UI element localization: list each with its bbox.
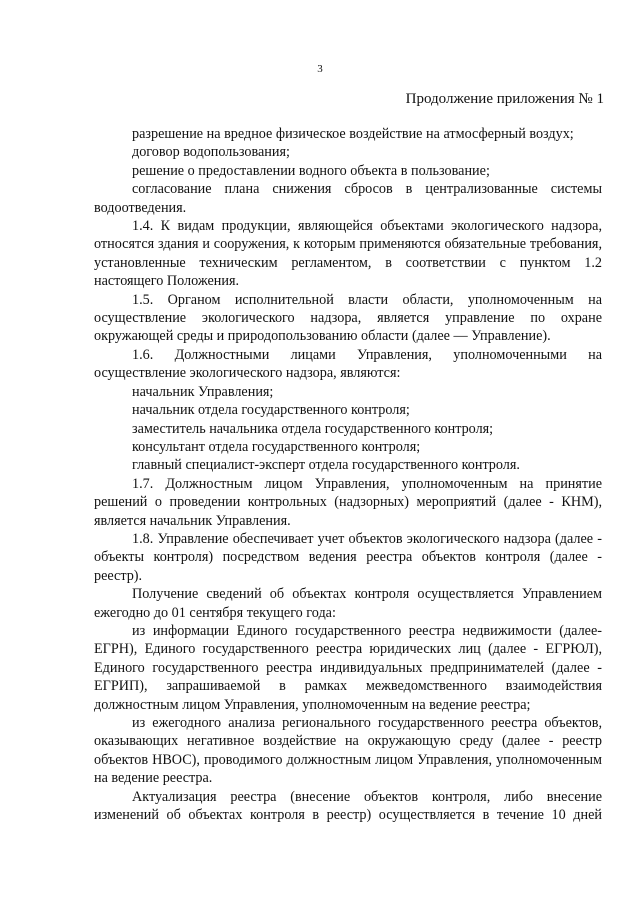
paragraph: разрешение на вредное физическое воздействие на атмосферный воздух; — [132, 126, 574, 142]
paragraph: 1.7. Должностным лицом Управления, уполномоченным на принятие решений о проведении контрольных (надзорных) мероприятий (далее - КНМ), является начальник Управления. — [94, 475, 602, 529]
document-body — [94, 125, 602, 824]
paragraph: начальник Управления; — [132, 383, 274, 400]
paragraph: договор водопользования; — [132, 144, 290, 161]
paragraph: 1.8. Управление обеспечивает учет объектов экологического надзора (далее - объекты контроля) посредством ведения реестра объектов контроля (далее - реестр). — [94, 530, 602, 584]
appendix-note: Продолжение приложения № 1 — [405, 91, 604, 107]
paragraph: начальник отдела государственного контроля; — [132, 402, 410, 419]
paragraph: консультант отдела государственного контроля; — [132, 438, 421, 455]
paragraph: из ежегодного анализа регионального государственного реестра объектов, оказывающих негативное воздействие на окружающую среду (далее - реестр объектов НВОС), проводимого должностным лицом Управления, уполномоченным на ведение реестра. — [94, 715, 602, 787]
paragraph: заместитель начальника отдела государственного контроля; — [132, 420, 494, 437]
paragraph: решение о предоставлении водного объекта в пользование; — [132, 162, 490, 179]
paragraph: из информации Единого государственного реестра недвижимости (далее- ЕГРН), Единого государственного реестра юридических лиц (далее - ЕГРЮЛ), Единого государственного реестра индивидуальных предпринимателей (далее - ЕГРИП), запрашиваемой в рамках межведомственного взаимодействия должностным лицом Управления, уполномоченным на ведение реестра; — [94, 622, 602, 713]
paragraph: 1.6. Должностными лицами Управления, уполномоченными на осуществление экологического надзора, являются: — [94, 346, 602, 382]
paragraph: 1.4. К видам продукции, являющейся объектами экологического надзора, относятся здания и сооружения, к которым применяются обязательные требования, установленные техническим регламентом, в соответствии с пунктом 1.2 настоящего Положения. — [94, 218, 602, 290]
paragraph: главный специалист-эксперт отдела государственного контроля. — [132, 457, 520, 474]
paragraph: Актуализация реестра (внесение объектов контроля, либо внесение изменений об объектах контроля в реестр) осуществляется в течение 10 дней — [94, 788, 602, 824]
page-number: 3 — [317, 63, 323, 75]
paragraph: согласование плана снижения сбросов в централизованные системы водоотведения. — [94, 181, 602, 216]
paragraph: Получение сведений об объектах контроля осуществляется Управлением ежегодно до 01 сентября текущего года: — [94, 586, 602, 621]
paragraph: 1.5. Органом исполнительной власти области, уполномоченным на осуществление экологического надзора, является управление по охране окружающей среды и природопользованию области (далее — Управление). — [94, 291, 602, 345]
